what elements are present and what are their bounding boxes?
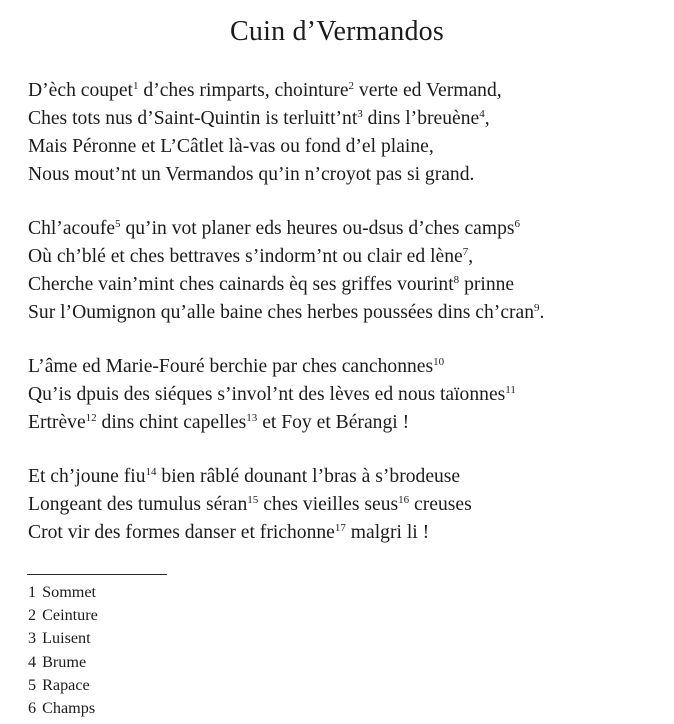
verse-text: Où ch’blé et ches bettraves s’indorm’nt ou clair ed lène <box>28 246 463 267</box>
stanza <box>28 353 668 437</box>
verse-text: D’èch coupet <box>28 80 133 101</box>
verse-text: Sur l’Oumignon qu’alle baine ches herbes poussées dins ch’cran <box>28 302 535 323</box>
verse-text: malgri li ! <box>345 522 430 543</box>
verse-text: Crot vir des formes danser et frichonne <box>28 522 335 543</box>
footnote-text: Luisent <box>42 629 91 648</box>
verse-text: , <box>484 108 490 129</box>
verse-text: Ches tots nus d’Saint-Quintin is terluitt’nt <box>28 108 358 129</box>
verse-line <box>28 77 668 105</box>
verse-text: d’ches rimparts, chointure <box>138 80 349 101</box>
footnote-reference: 11 <box>505 384 516 396</box>
footnote-reference: 4 <box>479 108 485 120</box>
footnote-number: 4 <box>28 652 37 671</box>
stanza <box>28 77 668 189</box>
verse-text: Chl’acoufe <box>28 218 116 239</box>
verse-text: et Foy et Bérangi ! <box>257 412 410 433</box>
verse-text: . <box>539 302 545 323</box>
verse-text: Et ch’joune fiu <box>28 466 146 487</box>
footnote-item <box>28 627 98 650</box>
verse-text: Ertrève <box>28 412 86 433</box>
verse-text: Nous mout’nt un Vermandos qu’in n’croyot pas si grand. <box>28 164 475 185</box>
footnote-item <box>28 604 98 627</box>
stanza <box>28 215 668 327</box>
verse-line <box>28 353 668 381</box>
verse-line <box>28 381 668 409</box>
footnote-text: Champs <box>42 699 96 718</box>
footnote-reference: 17 <box>334 522 346 534</box>
footnote-number: 5 <box>28 675 37 694</box>
verse-line <box>28 133 668 161</box>
footnote-item <box>28 651 98 674</box>
footnote-reference: 3 <box>357 108 363 120</box>
footnote-reference: 15 <box>247 494 259 506</box>
footnote-number: 6 <box>28 699 37 718</box>
footnote-item <box>28 581 98 604</box>
footnote-reference: 13 <box>246 412 258 424</box>
verse-text: bien râblé dounant l’bras à s’brodeuse <box>156 466 461 487</box>
footnote-reference: 8 <box>453 274 460 286</box>
verse-text: , <box>468 246 474 267</box>
poem-title: Cuin d’Vermandos <box>230 16 444 47</box>
verse-text: Qu’is dpuis des siéques s’invol’nt des lèves ed nous taïonnes <box>28 384 506 405</box>
verse-text: dins l’breuène <box>362 108 480 129</box>
footnote-reference: 16 <box>398 494 410 506</box>
verse-line <box>28 409 668 437</box>
verse-line <box>28 271 668 299</box>
footnote-number: 1 <box>28 583 37 601</box>
verse-line <box>28 105 668 133</box>
poem-body <box>28 77 668 573</box>
footnote-text: Rapace <box>42 675 90 694</box>
footnote-reference: 9 <box>534 302 540 314</box>
verse-line <box>28 519 668 547</box>
verse-text: ches vieilles seus <box>258 494 399 515</box>
footnote-reference: 2 <box>348 80 355 92</box>
footnote-divider <box>27 574 167 575</box>
footnote-number: 2 <box>28 606 37 625</box>
verse-line <box>28 299 668 327</box>
footnote-text: Brume <box>42 652 87 671</box>
footnote-reference: 12 <box>85 412 97 424</box>
verse-line <box>28 243 668 271</box>
footnote-number: 3 <box>28 629 37 648</box>
verse-text: prinne <box>459 274 515 295</box>
footnote-item <box>28 697 98 720</box>
verse-line <box>28 161 668 189</box>
footnote-reference: 5 <box>115 218 121 230</box>
verse-line <box>28 491 668 519</box>
verse-text: dins chint capelles <box>96 412 247 433</box>
stanza <box>28 463 668 547</box>
footnote-text: Sommet <box>42 583 97 601</box>
footnote-reference: 14 <box>145 466 157 478</box>
footnote-reference: 6 <box>514 218 520 230</box>
footnote-reference: 1 <box>133 80 139 92</box>
verse-line <box>28 463 668 491</box>
verse-text: verte ed Vermand, <box>354 80 502 101</box>
verse-text: creuses <box>409 494 472 515</box>
footnote-reference: 10 <box>433 356 445 368</box>
footnote-text: Ceinture <box>42 606 98 625</box>
verse-text: L’âme ed Marie-Fouré berchie par ches canchonnes <box>28 356 434 377</box>
footnotes-list <box>28 581 98 720</box>
footnote-reference: 7 <box>462 246 469 258</box>
verse-text: Mais Péronne et L’Câtlet là-vas ou fond d’el plaine, <box>28 136 434 157</box>
verse-line <box>28 215 668 243</box>
verse-text: qu’in vot planer eds heures ou-dsus d’ches camps <box>120 218 515 239</box>
verse-text: Longeant des tumulus séran <box>28 494 248 515</box>
verse-text: Cherche vain’mint ches cainards èq ses griffes vourint <box>28 274 454 295</box>
footnote-item <box>28 674 98 697</box>
